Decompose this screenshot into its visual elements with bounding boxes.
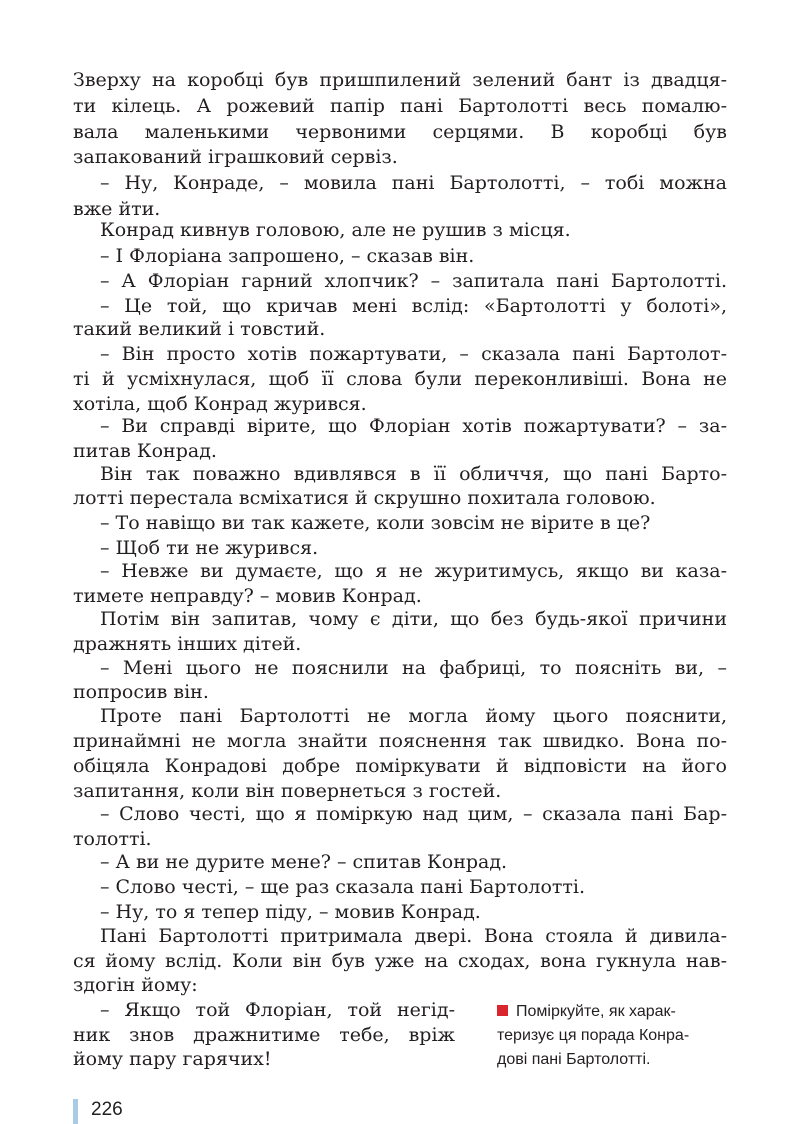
text-line: питав Конрад. [73, 440, 217, 462]
text-line: ті й усміхнулася, щоб її слова були переконливіші. Вона не [73, 368, 727, 390]
text-line: хотіла, щоб Конрад журився. [73, 393, 367, 415]
text-line: толотті. [73, 828, 152, 850]
page-number-marker [73, 1099, 78, 1124]
text-line: – Слово честі, що я поміркую над цим, – сказала пані Бар- [100, 803, 727, 825]
text-line: Він так поважно вдивлявся в її обличчя, що пані Барто- [100, 463, 727, 485]
side-note-line: дові пані Бартолотті. [497, 1051, 651, 1068]
text-line: – А Флоріан гарний хлопчик? – запитала пані Бартолотті. [100, 270, 727, 292]
text-line: попросив він. [73, 681, 209, 703]
page-number: 226 [91, 1099, 123, 1120]
text-line: – Ну, Конраде, – мовила пані Бартолотті, – тобі можна [100, 172, 727, 194]
text-line: – Він просто хотів пожартувати, – сказала пані Бартолот- [100, 343, 727, 365]
text-line: ти кілець. А рожевий папір пані Бартолотті весь помалю- [73, 95, 727, 117]
side-note-line: теризує ця порада Конра- [497, 1027, 690, 1044]
text-line: – Це той, що кричав мені вслід: «Бартолотті у болоті», [100, 295, 727, 317]
text-line: принаймні не могла знайти пояснення так швидко. Вона по- [73, 730, 727, 752]
text-line: вже йти. [73, 198, 161, 220]
text-line: запитання, коли він повернеться з гостей. [73, 780, 502, 802]
text-line: – Ну, то я тепер піду, – мовив Конрад. [100, 901, 481, 923]
text-line: йому пару гарячих! [73, 1048, 272, 1070]
text-line: – Якщо той Флоріан, той негід- [100, 999, 455, 1021]
text-line: ся йому вслід. Коли він був уже на сходах, вона гукнула нав- [73, 950, 727, 972]
text-line: вала маленькими червоними серцями. В коробці був [73, 121, 727, 143]
text-line: тимете неправду? – мовив Конрад. [73, 585, 422, 607]
text-line: Потім він запитав, чому є діти, що без будь-якої причини [100, 608, 727, 630]
text-line: Конрад кивнув головою, але не рушив з місця. [100, 219, 571, 241]
text-line: запакований іграшковий сервіз. [73, 146, 398, 168]
text-line: – То навіщо ви так кажете, коли зовсім не вірите в це? [100, 512, 651, 534]
text-line: здогін йому: [73, 974, 198, 996]
text-line: такий великий і товстий. [73, 318, 326, 340]
text-line: Проте пані Бартолотті не могла йому цього пояснити, [100, 705, 727, 727]
text-line: – Ви справді вірите, що Флоріан хотів пожартувати? – за- [100, 415, 727, 437]
text-line: Пані Бартолотті притримала двері. Вона стояла й дивила- [100, 925, 727, 947]
text-line: – Невже ви думаєте, що я не журитимусь, якщо ви каза- [100, 560, 727, 582]
text-line: Зверху на коробці був пришпилений зелений бант із двадця- [73, 69, 727, 91]
text-line: ник знов дражнитиме тебе, вріж [73, 1024, 455, 1046]
square-bullet-icon [497, 1005, 508, 1016]
text-line: – Слово честі, – ще раз сказала пані Бартолотті. [100, 876, 586, 898]
text-line: – А ви не дурите мене? – спитав Конрад. [100, 851, 508, 873]
side-note-line: Поміркуйте, як харак- [516, 1003, 676, 1020]
text-line: лотті перестала всміхатися й скрушно похитала головою. [73, 487, 656, 509]
text-line: – І Флоріана запрошено, – сказав він. [100, 245, 475, 267]
text-line: обіцяла Конрадові добре поміркувати й відповісти на його [73, 755, 727, 777]
text-line: – Мені цього не пояснили на фабриці, то поясніть ви, – [100, 657, 727, 679]
text-line: дражнять інших дітей. [73, 633, 302, 655]
text-line: – Щоб ти не журився. [100, 537, 319, 559]
